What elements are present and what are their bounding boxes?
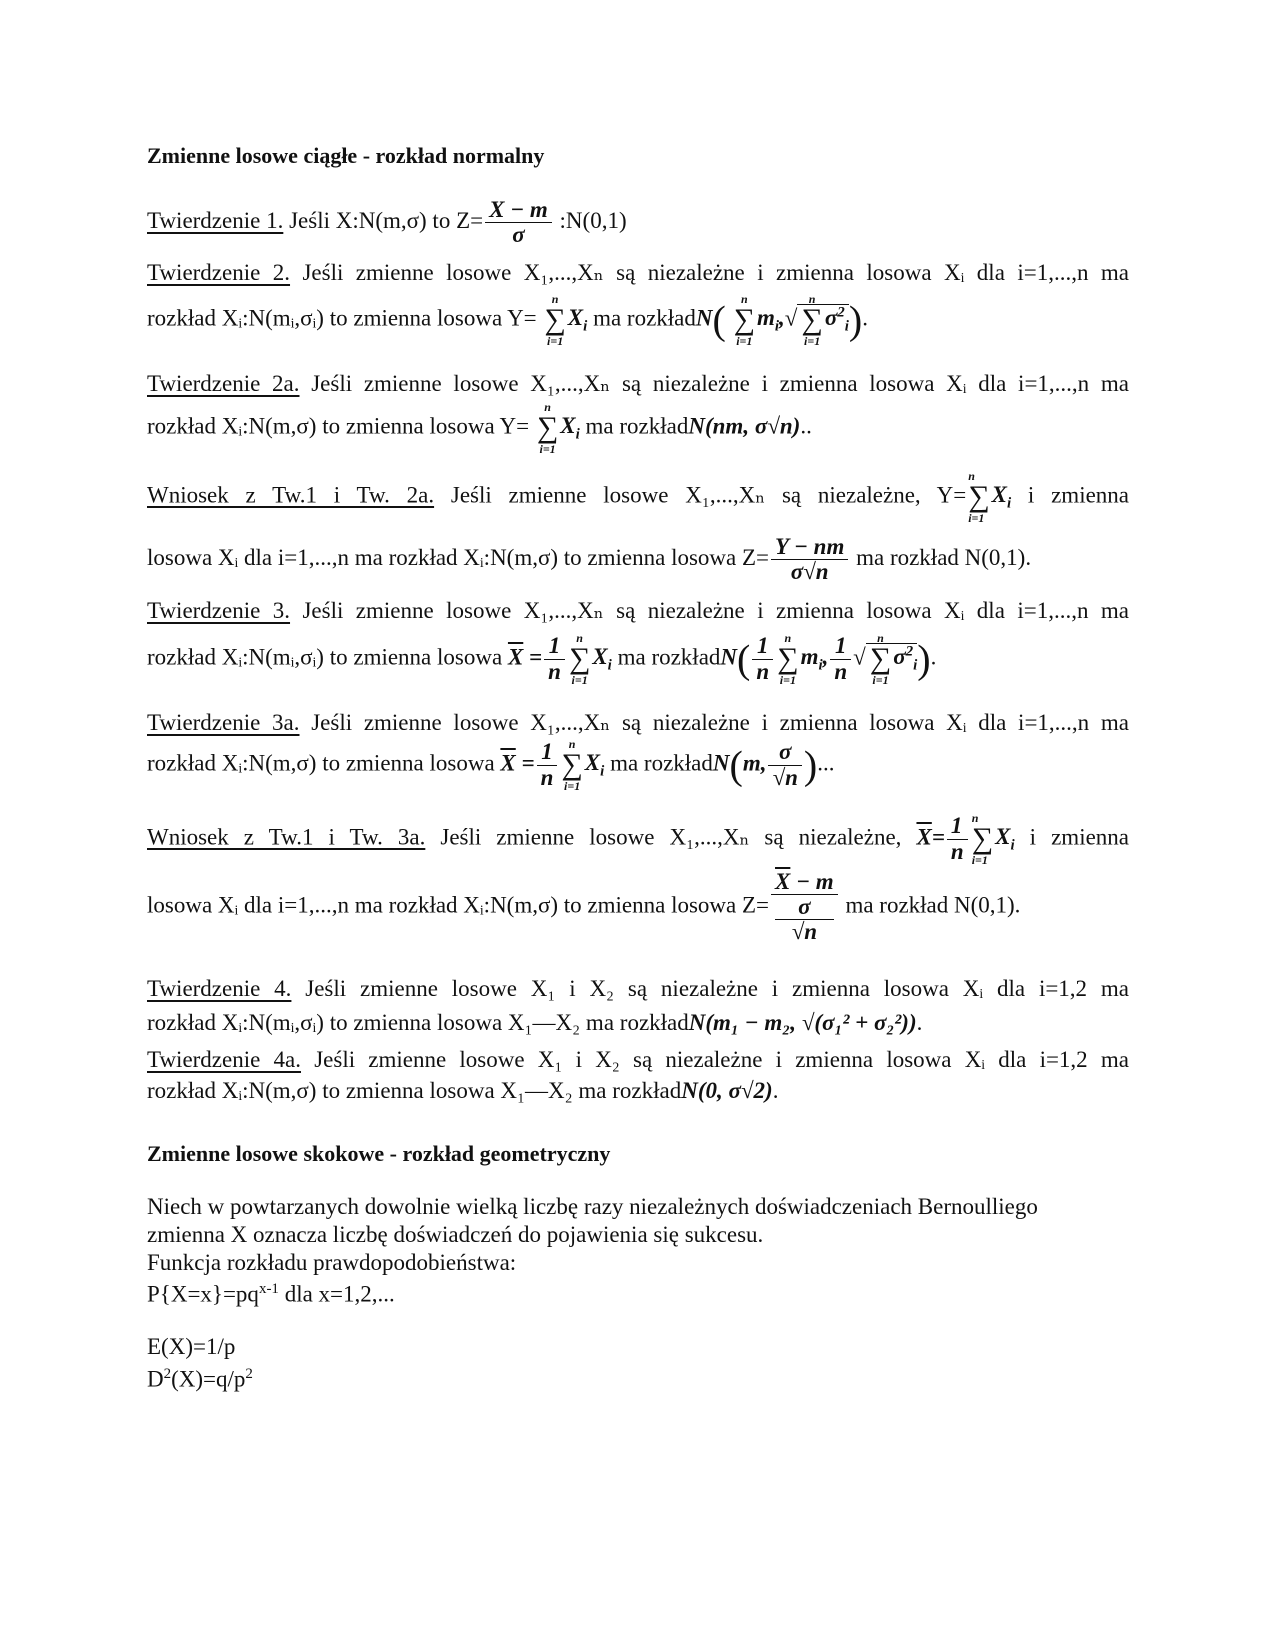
corollary-2-line-2: losowa Xᵢ dla i=1,...,n ma rozkład Xᵢ:N(m,σ) to zmienna losowa Z= $\overline{X} - m$ σ √n ma rozkład N(0,1). [147,869,1021,945]
theorem-2a-line-2: rozkład Xᵢ:N(m,σ) to zmienna losowa Y= n ∑ i=1 $X_i$ ma rozkładN(nm, σ√n).. [147,400,812,456]
theorem-2a-label: Twierdzenie 2a. [147,371,300,396]
theorem-2-line-2: rozkład Xᵢ:N(mᵢ,σᵢ) to zmienna losowa Y= n ∑ i=1 $X_i$ ma rozkładN( n ∑ i=1 $m_i,√$ n ∑ i=1 $\sigma^2_i$). [147,292,868,348]
corollary-2-label: Wniosek z Tw.1 i Tw. 3a. [147,824,426,850]
section-title-normal: Zmienne losowe ciągłe - rozkład normalny [147,143,545,168]
theorem-1-fraction: $\frac{X - m}{\sigma}$ [485,198,552,247]
theorem-4-label: Twierdzenie 4. [147,976,292,1001]
sum-symbol: n ∑ i=1 [544,292,566,348]
theorem-3a-label: Twierdzenie 3a. [147,710,300,735]
geometric-paragraph-2: zmienna X oznacza liczbę doświadczeń do pojawienia się sukcesu. [147,1222,764,1247]
theorem-1-tail: :N(0,1) [553,207,627,233]
theorem-3-line-1: Twierdzenie 3. Jeśli zmienne losowe X₁,...,Xₙ są niezależne i zmienna losowa Xᵢ dla i=1,...,n ma [147,598,1129,623]
theorem-4-line-2: rozkład Xᵢ:N(mᵢ,σᵢ) to zmienna losowa X₁—X₂ ma rozkładN(m₁ − m₂, √(σ₁² + σ₂²)). [147,1010,923,1035]
theorem-1-label: Twierdzenie 1. [147,207,284,233]
theorem-1 [147,198,1129,247]
geometric-paragraph-3: Funkcja rozkładu prawdopodobieństwa: [147,1250,517,1275]
theorem-4-line-1: Twierdzenie 4. Jeśli zmienne losowe X₁ i X₂ są niezależne i zmienna losowa Xᵢ dla i=1,2 ma [147,976,1129,1001]
geometric-variance: $D^2(X)=q/p^2$ [147,1366,253,1392]
geometric-mean: E(X)=1/p [147,1334,236,1359]
corollary-1-label: Wniosek z Tw.1 i Tw. 2a. [147,482,435,508]
theorem-3-label: Twierdzenie 3. [147,598,291,623]
theorem-2a-line-1: Twierdzenie 2a. Jeśli zmienne losowe X₁,...,Xₙ są niezależne i zmienna losowa Xᵢ dla i=1,...,n ma [147,371,1129,396]
theorem-3a-line-1: Twierdzenie 3a. Jeśli zmienne losowe X₁,...,Xₙ są niezależne i zmienna losowa Xᵢ dla i=1,...,n ma [147,710,1129,735]
corollary-2-line-1: Wniosek z Tw.1 i Tw. 3a. Jeśli zmienne losowe X₁,...,Xₙ są niezależne, $\overline{X}=$ $\frac{1}{n}$ n ∑ i=1 $X_i$ i zmienna [147,811,1130,867]
theorem-1-text: Jeśli X:N(m,σ) to Z= [283,207,484,233]
theorem-4a-label: Twierdzenie 4a. [147,1047,301,1072]
theorem-3a-line-2: rozkład Xᵢ:N(m,σ) to zmienna losowa $\overline{X}$ = $\frac{1}{n}$ n ∑ i=1 $X_i$ ma rozkładN(m, $\frac{\sigma}{√n}$ )... [147,737,835,793]
geometric-pmf: $P\{X=x\}=pq^{x-1}$ dla x=1,2,... [147,1281,395,1307]
theorem-2-label: Twierdzenie 2. [147,260,291,285]
theorem-2-line-1: Twierdzenie 2. Jeśli zmienne losowe X₁,...,Xₙ są niezależne i zmienna losowa Xᵢ dla i=1,...,n ma [147,260,1129,285]
corollary-1-line-1: Wniosek z Tw.1 i Tw. 2a. Jeśli zmienne losowe X₁,...,Xₙ są niezależne, Y= n ∑ i=1 $X_i$ i zmienna [147,469,1129,525]
corollary-1-line-2: losowa Xᵢ dla i=1,...,n ma rozkład Xᵢ:N(m,σ) to zmienna losowa Z= $\frac{Y - nm}{\sigma√n}$ ma rozkład N(0,1). [147,534,1032,585]
theorem-4a-line-2: rozkład Xᵢ:N(m,σ) to zmienna losowa X₁—X₂ ma rozkładN(0, σ√2). [147,1078,779,1103]
theorem-4a-line-1: Twierdzenie 4a. Jeśli zmienne losowe X₁ i X₂ są niezależne i zmienna losowa Xᵢ dla i=1,2 ma [147,1047,1129,1072]
section-title-geometric: Zmienne losowe skokowe - rozkład geometryczny [147,1141,611,1166]
geometric-paragraph-1: Niech w powtarzanych dowolnie wielką liczbę razy niezależnych doświadczeniach Bernoulliego [147,1194,1038,1219]
theorem-3-line-2: rozkład Xᵢ:N(mᵢ,σᵢ) to zmienna losowa $\overline{X}$ = $\frac{1}{n}$ n ∑ i=1 $X_i$ ma rozkładN( $\frac{1}{n}$ n ∑ i=1 $m_i$, $\frac{1}{n}$ √ n ∑ i=1 $\sigma^2_i$). [147,631,937,687]
